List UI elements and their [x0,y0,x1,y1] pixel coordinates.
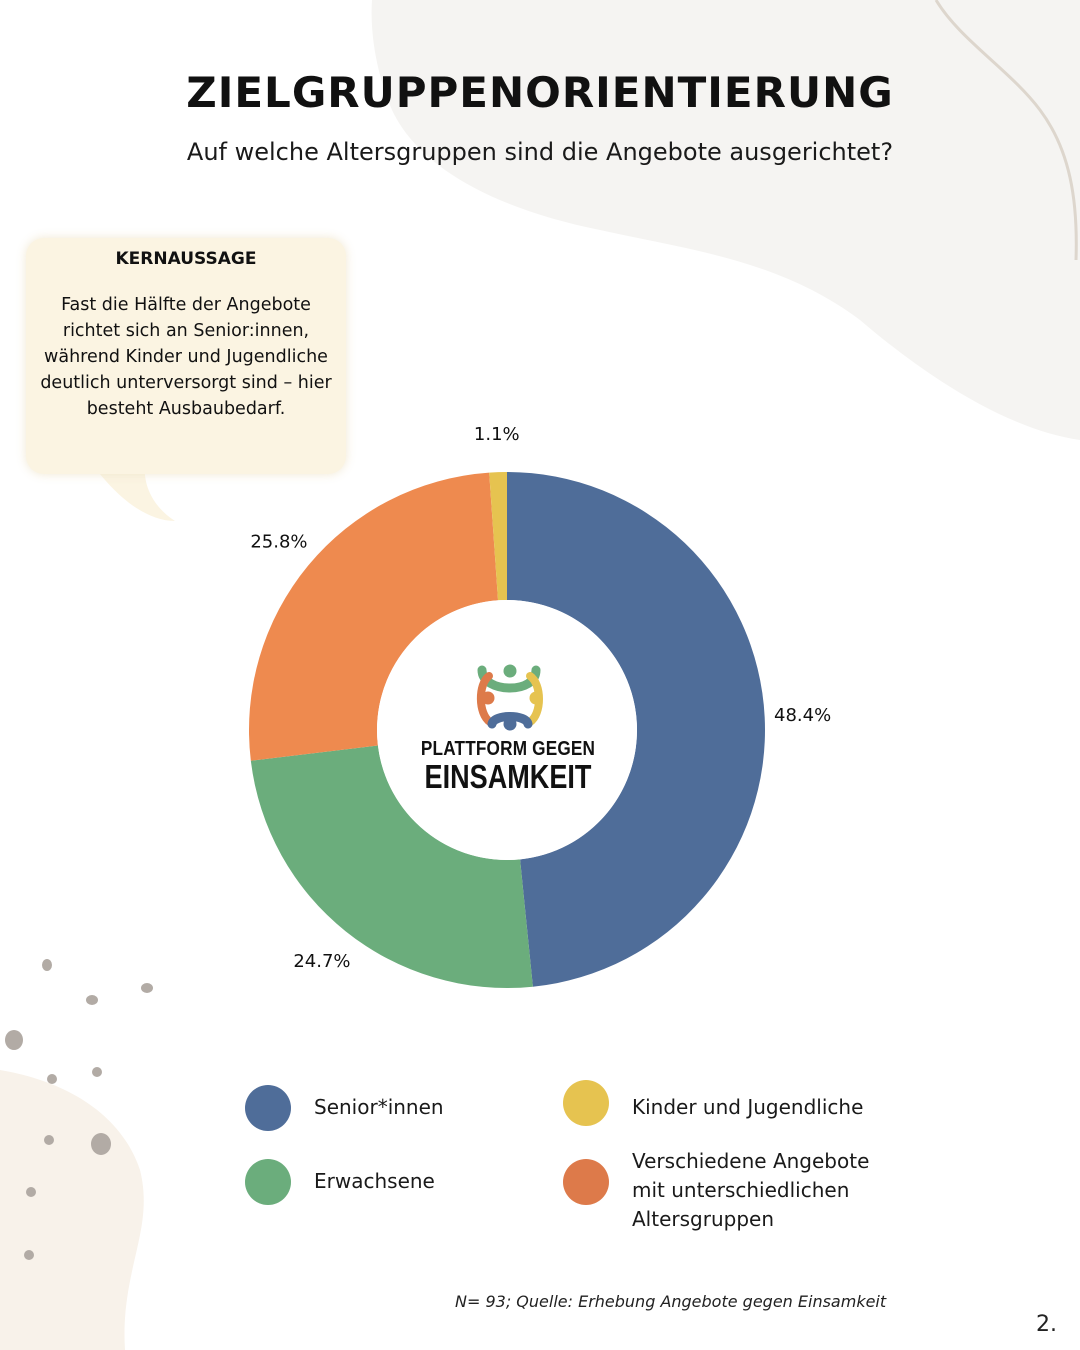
legend-swatch-kinder [563,1080,609,1126]
legend-label-senior: Senior*innen [314,1095,444,1119]
source-note: N= 93; Quelle: Erhebung Angebote gegen Einsamkeit [455,1292,887,1311]
key-message-text: Fast die Hälfte der Angebote richtet sich an Senior:innen, während Kinder und Jugendliche deutlich unterversorgt sind – hier besteht Ausbaubedarf. [40,295,332,419]
data-label-erwachsene: 24.7% [293,951,351,973]
platform-logo [380,604,636,854]
legend-label-verschiedene-line3: Altersgruppen [632,1207,774,1231]
legend-label-erwachsene: Erwachsene [314,1169,435,1193]
key-message-heading: KERNAUSSAGE [115,249,257,269]
data-label-senior: 48.4% [774,705,832,727]
legend-label-kinder: Kinder und Jugendliche [632,1095,864,1119]
logo-mark-icon [380,604,636,734]
legend-label-verschiedene-line2: mit unterschiedlichen [632,1178,850,1202]
logo-text-line2: EINSAMKEIT [424,758,592,795]
data-label-verschiedene: 25.8% [250,531,308,553]
legend-label-verschiedene-line1: Verschiedene Angebote [632,1149,870,1173]
legend-label-verschiedene [632,1147,869,1234]
logo-text-line1: PLATTFORM GEGEN [420,738,596,760]
data-label-kinder: 1.1% [473,424,520,446]
page-title: ZIELGRUPPENORIENTIERUNG [186,68,894,117]
page-subtitle: Auf welche Altersgruppen sind die Angebote ausgerichtet? [186,138,894,166]
legend-swatch-senior [245,1085,291,1131]
legend-swatch-erwachsene [245,1159,291,1205]
page-number: 2. [1036,1312,1057,1337]
legend-swatch-verschiedene [563,1159,609,1205]
